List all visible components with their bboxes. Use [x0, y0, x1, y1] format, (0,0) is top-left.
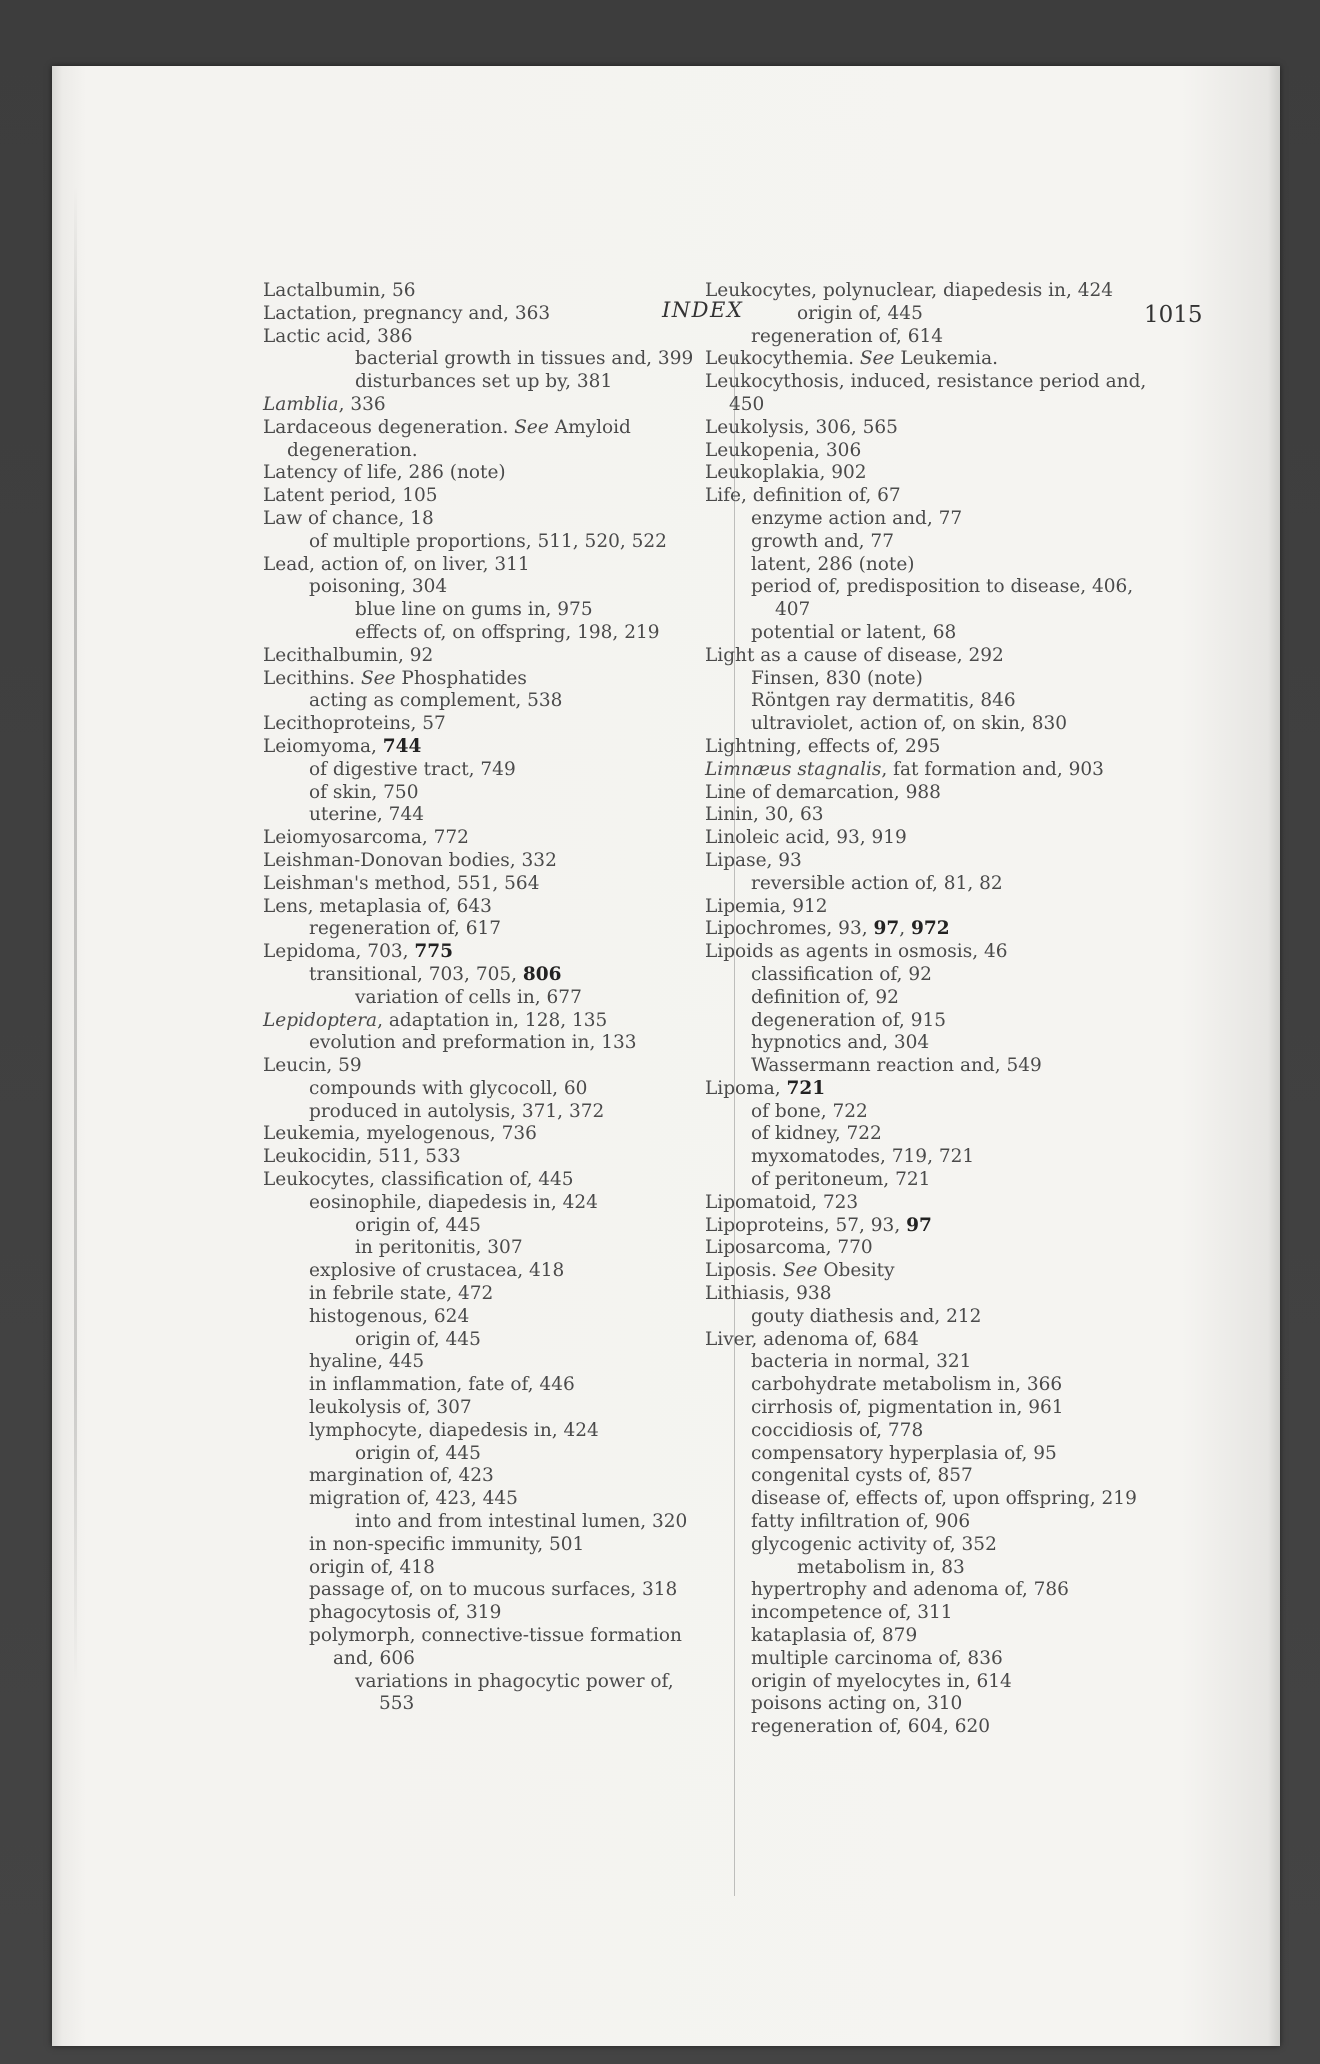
index-entry-text: 97	[906, 1214, 932, 1236]
index-entry-text: See	[782, 1260, 818, 1282]
index-entry	[263, 1146, 695, 1169]
index-entry-text: 744	[382, 735, 422, 757]
index-entry-text: enzyme action and, 77	[751, 507, 963, 529]
index-entry-text: Phosphatides	[395, 667, 527, 689]
index-entry	[263, 1169, 695, 1192]
index-entry-text: Amyloid degeneration.	[287, 416, 631, 461]
index-entry	[263, 1055, 695, 1078]
index-entry-text: disease of, effects of, upon offspring, 219	[751, 1488, 1137, 1510]
index-entry	[705, 827, 1147, 850]
index-entry-text: Latency of life, 286 (note)	[263, 462, 506, 484]
index-entry	[751, 1534, 1147, 1557]
index-entry-text: Lipoids as agents in osmosis, 46	[705, 941, 1008, 963]
index-entry-text: bacteria in normal, 321	[751, 1351, 972, 1373]
index-entry	[705, 896, 1147, 919]
index-entry	[263, 827, 695, 850]
index-entry-text: in febrile state, 472	[309, 1283, 494, 1305]
index-entry	[263, 280, 695, 303]
index-entry-text: , adaptation in, 128, 135	[377, 1009, 608, 1031]
index-entry	[263, 554, 695, 577]
index-entry	[751, 1693, 1147, 1716]
index-entry	[751, 1146, 1147, 1169]
index-entry-text: in non-specific immunity, 501	[309, 1533, 585, 1555]
index-entry	[751, 987, 1147, 1010]
index-entry-text: Wassermann reaction and, 549	[751, 1055, 1042, 1077]
index-entry	[705, 850, 1147, 873]
index-entry-text: Linoleic acid, 93, 919	[705, 827, 907, 849]
index-entry	[263, 417, 695, 463]
index-entry	[751, 1579, 1147, 1602]
index-entry-text: margination of, 423	[309, 1465, 494, 1487]
index-entry	[355, 1237, 695, 1260]
index-entry-text: poisons acting on, 310	[751, 1693, 963, 1715]
index-entry-text: into and from intestinal lumen, 320	[355, 1511, 688, 1533]
index-entry	[705, 645, 1147, 668]
index-entry	[309, 1579, 695, 1602]
index-entry	[797, 303, 1147, 326]
index-entry-text: poisoning, 304	[309, 576, 448, 598]
index-entry	[705, 371, 1147, 417]
index-entry-text: fatty infiltration of, 906	[751, 1511, 971, 1533]
index-entry-text: origin of, 445	[797, 302, 923, 324]
index-entry	[309, 1374, 695, 1397]
index-entry	[263, 394, 695, 417]
index-entry	[705, 462, 1147, 485]
index-entry-text: Leukocythosis, induced, resistance period and, 450	[705, 371, 1147, 415]
index-entry	[355, 348, 695, 371]
index-entry	[309, 1260, 695, 1283]
index-entry	[751, 326, 1147, 349]
index-entry-text: origin of, 445	[355, 1214, 481, 1236]
index-entry	[705, 941, 1147, 964]
index-entry-text: origin of, 418	[309, 1556, 435, 1578]
index-entry	[751, 1511, 1147, 1534]
index-entry	[751, 713, 1147, 736]
index-entry	[355, 599, 695, 622]
index-entry-text: Leucin, 59	[263, 1055, 362, 1077]
index-entry-text: Lactalbumin, 56	[263, 280, 416, 301]
index-entry-text: definition of, 92	[751, 986, 899, 1008]
index-entry	[263, 668, 695, 691]
index-entry-text: Leiomyoma,	[263, 735, 383, 757]
index-entry	[263, 850, 695, 873]
index-entry	[751, 531, 1147, 554]
index-entry	[355, 1671, 695, 1717]
index-entry	[355, 371, 695, 394]
index-entry-text: Röntgen ray dermatitis, 846	[751, 690, 1016, 712]
index-entry-text: 775	[414, 941, 454, 963]
index-entry	[263, 645, 695, 668]
index-entry	[309, 1625, 695, 1671]
index-entry	[751, 690, 1147, 713]
index-entry	[751, 576, 1147, 622]
index-entry	[263, 485, 695, 508]
index-entry	[751, 1055, 1147, 1078]
index-entry-text: See	[514, 416, 549, 438]
index-entry	[263, 896, 695, 919]
index-entry-text: origin of myelocytes in, 614	[751, 1670, 1012, 1692]
index-entry	[751, 1443, 1147, 1466]
index-entry-text: kataplasia of, 879	[751, 1625, 918, 1647]
index-entry-text: period of, predisposition to disease, 406, 407	[751, 576, 1134, 621]
index-entry	[705, 782, 1147, 805]
index-entry-text: hypertrophy and adenoma of, 786	[751, 1579, 1069, 1601]
index-entry	[751, 1420, 1147, 1443]
index-entry-text: congenital cysts of, 857	[751, 1465, 973, 1487]
index-entry	[705, 417, 1147, 440]
index-entry-text: Line of demarcation, 988	[705, 781, 941, 803]
index-entry-text: Light as a cause of disease, 292	[705, 644, 1004, 666]
index-entry-text: glycogenic activity of, 352	[751, 1533, 997, 1555]
index-entry-text: migration of, 423, 445	[309, 1488, 518, 1510]
index-entry-text: hyaline, 445	[309, 1351, 425, 1373]
index-entry-text: Leiomyosarcoma, 772	[263, 827, 469, 849]
index-entry	[751, 1602, 1147, 1625]
index-entry-text: acting as complement, 538	[309, 690, 563, 712]
index-entry-text: coccidiosis of, 778	[751, 1419, 924, 1441]
index-entry-text: Lead, action of, on liver, 311	[263, 553, 530, 575]
index-entry-text: Lipoproteins, 57, 93,	[705, 1214, 907, 1236]
index-entry-text: Leukocytes, polynuclear, diapedesis in, 424	[705, 280, 1114, 301]
index-entry-text: hypnotics and, 304	[751, 1032, 930, 1054]
index-column-right	[705, 280, 1147, 1739]
index-entry-text: cirrhosis of, pigmentation in, 961	[751, 1397, 1064, 1419]
index-entry-text: Leukemia, myelogenous, 736	[263, 1123, 537, 1145]
index-entry	[309, 782, 695, 805]
index-entry	[309, 1488, 695, 1511]
index-entry-text: regeneration of, 604, 620	[751, 1716, 991, 1738]
index-entry-text: passage of, on to mucous surfaces, 318	[309, 1579, 678, 1601]
index-entry	[309, 804, 695, 827]
index-entry	[751, 1101, 1147, 1124]
index-entry	[309, 1465, 695, 1488]
index-entry	[705, 485, 1147, 508]
index-entry-text: Latent period, 105	[263, 485, 438, 507]
index-entry-text: Leukocidin, 511, 533	[263, 1146, 461, 1168]
index-entry	[355, 987, 695, 1010]
index-entry	[309, 1534, 695, 1557]
index-entry-text: Lipochromes, 93,	[705, 918, 874, 940]
index-entry-text: , fat formation and, 903	[881, 758, 1104, 780]
index-entry	[751, 622, 1147, 645]
index-entry-text: transitional, 703, 705,	[309, 963, 523, 985]
index-entry	[309, 1192, 695, 1215]
index-entry-text: Lamblia	[263, 393, 339, 415]
index-entry	[309, 690, 695, 713]
index-entry	[263, 713, 695, 736]
index-entry	[751, 1351, 1147, 1374]
index-entry-text: Lecithalbumin, 92	[263, 644, 434, 666]
index-entry-text: in inflammation, fate of, 446	[309, 1374, 575, 1396]
index-entry	[705, 1283, 1147, 1306]
index-entry	[705, 1078, 1147, 1101]
index-entry-text: Leukocythemia.	[705, 348, 860, 370]
index-entry	[263, 736, 695, 759]
index-entry-text: growth and, 77	[751, 530, 894, 552]
index-entry-text: origin of, 445	[355, 1328, 481, 1350]
index-entry-text: of multiple proportions, 511, 520, 522	[309, 530, 667, 552]
index-entry-text: regeneration of, 614	[751, 325, 944, 347]
index-entry	[309, 1101, 695, 1124]
index-entry	[797, 1557, 1147, 1580]
index-entry-text: Lipomatoid, 723	[705, 1191, 859, 1213]
index-entry	[751, 668, 1147, 691]
index-entry	[309, 1306, 695, 1329]
index-entry-text: Lecithins.	[263, 667, 361, 689]
index-entry	[309, 1283, 695, 1306]
index-entry	[309, 1420, 695, 1443]
index-entry	[355, 1443, 695, 1466]
index-entry	[751, 1465, 1147, 1488]
index-entry	[751, 1306, 1147, 1329]
index-entry-text: polymorph, connective-tissue formation and, 606	[309, 1625, 682, 1669]
index-entry	[263, 303, 695, 326]
index-entry-text: multiple carcinoma of, 836	[751, 1647, 1003, 1669]
index-entry	[751, 1397, 1147, 1420]
index-entry-text: effects of, on offspring, 198, 219	[355, 621, 660, 643]
index-entry	[309, 918, 695, 941]
index-entry	[751, 1123, 1147, 1146]
index-entry-text: Lactic acid, 386	[263, 325, 413, 347]
index-entry-text: gouty diathesis and, 212	[751, 1305, 982, 1327]
index-entry-text: reversible action of, 81, 82	[751, 872, 1003, 894]
index-entry	[309, 964, 695, 987]
index-entry-text: metabolism in, 83	[797, 1556, 965, 1578]
index-entry-text: regeneration of, 617	[309, 918, 502, 940]
index-entry	[705, 1192, 1147, 1215]
index-entry-text: myxomatodes, 719, 721	[751, 1146, 975, 1168]
index-entry-text: 972	[911, 918, 950, 940]
index-entry-text: Lipase, 93	[705, 849, 802, 871]
index-entry	[309, 759, 695, 782]
index-entry-text: ultraviolet, action of, on skin, 830	[751, 713, 1068, 735]
index-entry	[263, 326, 695, 349]
index-entry-text: of bone, 722	[751, 1100, 868, 1122]
index-entry	[751, 873, 1147, 896]
running-header-title: INDEX	[662, 298, 744, 322]
index-entry	[309, 1032, 695, 1055]
index-entry	[309, 1557, 695, 1580]
index-entry	[263, 873, 695, 896]
index-entry	[309, 1351, 695, 1374]
index-entry-text: Lactation, pregnancy and, 363	[263, 302, 551, 324]
index-entry-text: carbohydrate metabolism in, 366	[751, 1374, 1063, 1396]
page-number: 1015	[1144, 302, 1203, 328]
index-entry	[751, 1032, 1147, 1055]
index-entry-text: of digestive tract, 749	[309, 758, 516, 780]
index-entry-text: explosive of crustacea, 418	[309, 1260, 565, 1282]
index-entry-text: histogenous, 624	[309, 1305, 470, 1327]
index-entry-text: blue line on gums in, 975	[355, 599, 593, 621]
index-entry	[263, 508, 695, 531]
index-entry-text: of skin, 750	[309, 781, 419, 803]
index-entry	[705, 759, 1147, 782]
index-entry-text: Leukemia.	[894, 348, 998, 370]
index-entry	[751, 1625, 1147, 1648]
index-entry-text: Leishman-Donovan bodies, 332	[263, 849, 557, 871]
index-entry	[309, 531, 695, 554]
index-entry-text: , 336	[338, 393, 386, 415]
index-entry	[705, 1215, 1147, 1238]
index-entry-text: degeneration of, 915	[751, 1009, 946, 1031]
index-entry-text: Leukocytes, classification of, 445	[263, 1169, 574, 1191]
index-entry-text: compensatory hyperplasia of, 95	[751, 1442, 1057, 1464]
index-entry-text: in peritonitis, 307	[355, 1237, 523, 1259]
index-entry	[705, 280, 1147, 303]
index-entry-text: Linin, 30, 63	[705, 804, 824, 826]
index-entry	[263, 1010, 695, 1033]
index-entry	[355, 1215, 695, 1238]
index-entry-text: Lepidoptera	[263, 1009, 378, 1031]
index-entry	[751, 1648, 1147, 1671]
index-entry-text: Leukoplakia, 902	[705, 462, 867, 484]
index-entry	[355, 1511, 695, 1534]
index-entry	[705, 918, 1147, 941]
index-entry	[751, 1716, 1147, 1739]
index-entry-text: bacterial growth in tissues and, 399	[355, 348, 694, 370]
index-column-left	[263, 280, 695, 1716]
index-entry-text: 721	[786, 1077, 826, 1099]
index-entry-text: eosinophile, diapedesis in, 424	[309, 1191, 598, 1213]
index-entry-text: Lipemia, 912	[705, 895, 828, 917]
index-entry	[355, 622, 695, 645]
index-entry-text: Lardaceous degeneration.	[263, 416, 515, 438]
index-entry	[751, 1010, 1147, 1033]
index-entry	[751, 508, 1147, 531]
index-entry-text: Obesity	[817, 1260, 895, 1282]
index-entry-text: Liposarcoma, 770	[705, 1237, 873, 1259]
index-entry	[309, 576, 695, 599]
index-entry-text: Life, definition of, 67	[705, 485, 901, 507]
index-entry-text: lymphocyte, diapedesis in, 424	[309, 1419, 599, 1441]
index-entry-text: Limnæus stagnalis	[705, 758, 882, 780]
index-entry	[705, 1329, 1147, 1352]
index-entry	[705, 440, 1147, 463]
index-entry	[263, 462, 695, 485]
index-entry	[751, 1169, 1147, 1192]
index-entry-text: ,	[899, 918, 912, 940]
index-entry-text: of kidney, 722	[751, 1123, 882, 1145]
index-entry-text: uterine, 744	[309, 804, 424, 826]
index-entry	[751, 1671, 1147, 1694]
index-entry	[751, 1374, 1147, 1397]
index-entry-text: Lens, metaplasia of, 643	[263, 895, 492, 917]
index-entry-text: origin of, 445	[355, 1442, 481, 1464]
index-entry-text: of peritoneum, 721	[751, 1169, 931, 1191]
index-entry-text: Lepidoma, 703,	[263, 941, 415, 963]
index-entry-text: variation of cells in, 677	[355, 986, 582, 1008]
index-entry	[751, 554, 1147, 577]
index-entry-text: See	[360, 667, 396, 689]
index-entry-text: Lithiasis, 938	[705, 1283, 832, 1305]
index-entry	[705, 1260, 1147, 1283]
index-entry	[751, 1488, 1147, 1511]
index-entry-text: produced in autolysis, 371, 372	[309, 1100, 605, 1122]
index-entry-text: variations in phagocytic power of, 553	[355, 1670, 674, 1715]
index-entry-text: compounds with glycocoll, 60	[309, 1077, 588, 1099]
index-entry-text: classification of, 92	[751, 963, 932, 985]
index-entry-text: Lecithoproteins, 57	[263, 713, 446, 735]
index-entry-text: disturbances set up by, 381	[355, 371, 613, 393]
index-entry-text: leukolysis of, 307	[309, 1397, 472, 1419]
index-entry-text: latent, 286 (note)	[751, 553, 915, 575]
index-entry	[751, 964, 1147, 987]
index-entry	[705, 348, 1147, 371]
index-entry-text: Leishman's method, 551, 564	[263, 872, 540, 894]
index-entry-text: evolution and preformation in, 133	[309, 1032, 637, 1054]
index-entry-text: incompetence of, 311	[751, 1602, 953, 1624]
index-entry-text: Lightning, effects of, 295	[705, 735, 941, 757]
index-entry-text: Liver, adenoma of, 684	[705, 1328, 919, 1350]
index-entry	[309, 1397, 695, 1420]
index-entry-text: 97	[873, 918, 900, 940]
index-entry	[263, 941, 695, 964]
index-entry-text: Leukopenia, 306	[705, 439, 862, 461]
index-entry-text: Liposis.	[705, 1260, 783, 1282]
index-entry	[309, 1602, 695, 1625]
index-entry-text: Lipoma,	[705, 1077, 787, 1099]
index-entry-text: Law of chance, 18	[263, 507, 434, 529]
index-entry	[263, 1123, 695, 1146]
index-entry-text: phagocytosis of, 319	[309, 1602, 502, 1624]
index-entry-text: 806	[522, 963, 562, 985]
index-entry	[309, 1078, 695, 1101]
index-entry	[705, 1237, 1147, 1260]
index-entry-text: potential or latent, 68	[751, 621, 957, 643]
index-entry-text: See	[859, 348, 895, 370]
index-entry	[355, 1329, 695, 1352]
index-entry	[705, 736, 1147, 759]
index-entry-text: Finsen, 830 (note)	[751, 667, 923, 689]
index-entry-text: Leukolysis, 306, 565	[705, 416, 898, 438]
index-entry	[705, 804, 1147, 827]
